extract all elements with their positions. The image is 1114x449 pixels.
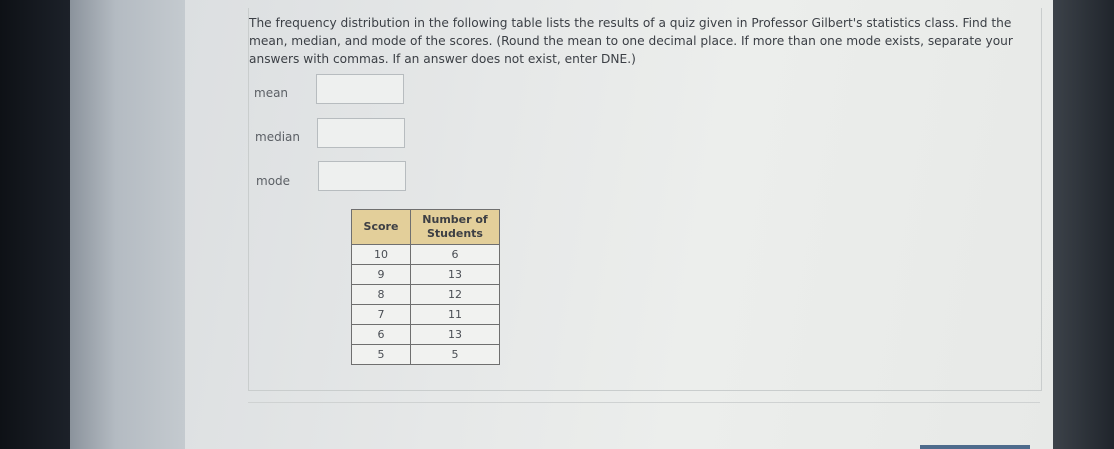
question-text: The frequency distribution in the following table lists the results of a quiz given in Professor Gilbert's statistics class. Find the mean, median, and mode of the scores. (Round the mean to one decimal place. If more than one mode exists, separate your answers with commas. If an answer does not exist, enter DNE.)	[249, 16, 1013, 66]
table-row	[352, 265, 500, 285]
mean-input[interactable]	[316, 74, 404, 104]
bottom-button-edge[interactable]	[920, 445, 1030, 449]
divider	[248, 402, 1040, 403]
median-label: median	[255, 130, 300, 144]
score-header: Score	[352, 210, 411, 245]
median-input[interactable]	[317, 118, 405, 148]
table-row	[352, 345, 500, 365]
score-cell: 10	[352, 245, 411, 265]
table-row	[352, 285, 500, 305]
score-cell: 8	[352, 285, 411, 305]
students-cell: 12	[411, 285, 500, 305]
mean-label: mean	[254, 86, 289, 100]
students-cell: 5	[411, 345, 500, 365]
mode-label: mode	[256, 174, 291, 188]
table-header-row	[352, 210, 500, 245]
score-cell: 6	[352, 325, 411, 345]
students-header: Number of Students	[411, 210, 500, 245]
students-cell: 6	[411, 245, 500, 265]
students-cell: 13	[411, 325, 500, 345]
table-row	[352, 305, 500, 325]
left-background	[0, 0, 70, 449]
table-row	[352, 325, 500, 345]
score-cell: 7	[352, 305, 411, 325]
score-cell: 9	[352, 265, 411, 285]
table-row	[352, 245, 500, 265]
frequency-table	[351, 209, 500, 365]
students-cell: 13	[411, 265, 500, 285]
score-cell: 5	[352, 345, 411, 365]
mode-input[interactable]	[318, 161, 406, 191]
left-sidebar-strip	[70, 0, 185, 449]
right-background	[1053, 0, 1114, 449]
students-cell: 11	[411, 305, 500, 325]
